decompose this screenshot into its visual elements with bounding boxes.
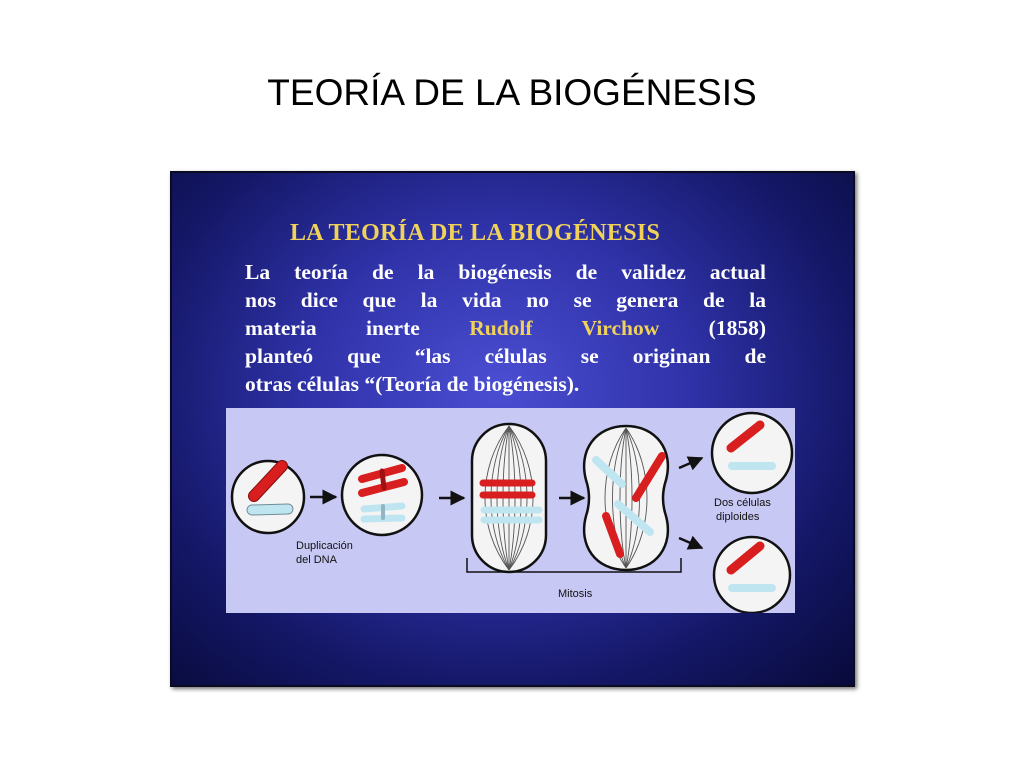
mitosis-diagram [226, 408, 795, 613]
cell-anaphase [584, 426, 668, 570]
highlighted-name: Rudolf Virchow [469, 316, 660, 340]
arrow-5-down [679, 538, 702, 548]
chromosome-blue [252, 509, 288, 510]
daughters-label-1: Dos células [714, 497, 771, 509]
paragraph-line-3 [245, 314, 766, 342]
cell-initial [232, 461, 304, 533]
daughter-cell-top [712, 413, 792, 493]
paragraph-line-4: planteó que “las células se originan de [245, 344, 766, 368]
paragraph-line-5: otras células “(Teoría de biogénesis). [245, 372, 580, 396]
daughters-label-2: diploides [716, 511, 760, 523]
paragraph-line-2: nos dice que la vida no se genera de la [245, 288, 766, 312]
duplication-label-1: Duplicación [296, 540, 353, 552]
arrow-4-up [679, 458, 702, 468]
paragraph-line-3-start: materia inerte [245, 316, 470, 340]
slide-title: TEORÍA DE LA BIOGÉNESIS [267, 72, 757, 113]
duplication-label-2: del DNA [296, 554, 337, 566]
content-panel [170, 171, 855, 687]
daughter-cell-bottom [714, 537, 790, 613]
cell-metaphase [472, 424, 546, 572]
mitosis-label: Mitosis [558, 588, 593, 600]
panel-heading: LA TEORÍA DE LA BIOGÉNESIS [290, 220, 661, 246]
panel-paragraph [245, 258, 766, 398]
paragraph-line-1: La teoría de la biogénesis de validez actual [245, 260, 766, 284]
cell-duplicated [342, 455, 422, 535]
paragraph-line-3-end: (1858) [659, 316, 766, 340]
